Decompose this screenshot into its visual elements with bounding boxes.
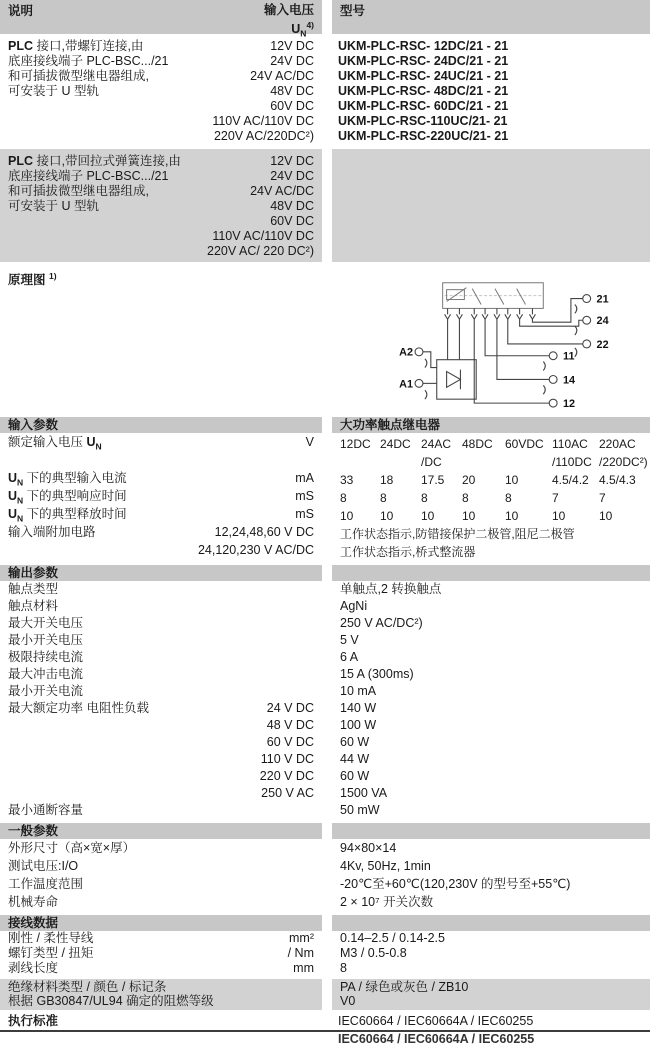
voltage-value: 110V AC/110V DC [212,114,314,128]
param-row [0,523,322,559]
value: 60 W [340,735,370,749]
relay-table-grid [340,435,648,525]
insulation-right [332,979,650,1010]
value: 94×80×14 [340,841,397,855]
cell: 7 [552,491,559,505]
param-row: 测试电压:I/O [8,859,79,873]
cell: 10 [462,509,476,523]
block2-right-empty [332,149,650,262]
cell: 8 [462,491,469,505]
param-label: 额定输入电压 $U_N$ [8,435,102,452]
terminal-label-24: 24 [596,315,609,328]
voltage-value: 48V DC [270,199,314,213]
param-row [0,505,322,523]
block2-description [8,154,203,259]
param-row: 机械寿命 [8,895,59,909]
param-unit: mm² [289,931,314,945]
cell: 10 [340,509,354,523]
col-header-line2: /110DC [552,455,592,469]
param-row [0,487,322,505]
model-number: UKM-PLC-RSC- 24UC/21 - 21 [338,69,509,83]
terminal-label-11: 11 [563,350,575,363]
cell: 7 [599,491,606,505]
cell: 8 [340,491,347,505]
desc-line: 可安装于 U 型轨 [8,84,99,98]
param-unit: / Nm [287,946,314,960]
value: 60 W [340,769,370,783]
schematic-container [332,265,650,413]
cell: 20 [462,473,476,487]
param-label: $U_N$ 下的典型响应时间 [8,489,127,506]
value: 100 W [340,718,377,732]
relay-table [332,417,650,561]
voltage-value: 48V DC [270,84,314,98]
col-header-line2 [380,453,421,471]
value: 50 mW [340,803,380,817]
cutoff-text: IEC60664 / IEC60664A / IEC60255 [338,1032,535,1046]
spacer-row [0,451,322,469]
param-row: 极限持续电流 [8,650,84,664]
model-number: UKM-PLC-RSC-220UC/21- 21 [338,129,509,143]
param-row [0,734,322,751]
section-insulation [0,979,650,1010]
param-label: $U_N$ 下的典型释放时间 [8,507,127,524]
column-gap [322,149,332,262]
cell: 10 [505,473,519,487]
param-row: 外形尺寸（高×宽×厚） [8,841,136,855]
cell: 10 [505,509,519,523]
value: -20℃至+60℃(120,230V 的型号至+55℃) [340,877,571,891]
section-wiring-data [0,915,650,976]
output-params-left [0,565,322,819]
standards-label: 执行标准 [8,1014,59,1028]
column-gap [322,0,332,34]
cell: 4.5/4.3 [599,473,636,487]
param-condition: 60 V DC [266,735,314,749]
column-gap [322,565,332,819]
insulation-left [0,979,322,1010]
general-params-left [0,823,322,911]
desc-line: PLC 接口,带螺钉连接,由 [8,39,144,53]
model-number: UKM-PLC-RSC- 12DC/21 - 21 [338,39,509,53]
param-row: 最小通断容量 [8,803,84,817]
value: PA / 绿色或灰色 / ZB10 [340,980,469,994]
section-title: 一般参数 [0,823,322,839]
param-row [0,785,322,802]
column-gap [322,823,332,911]
value: V0 [340,993,356,1008]
col-header-line2 [505,453,552,471]
header-left-band [0,0,322,39]
desc-header: 说明 [8,4,34,18]
block1-voltages [203,39,314,144]
col-header: 48DC [462,437,493,451]
param-unit: mm [293,961,314,975]
param-row: 最小开关电流 [8,684,84,698]
col-header-line2 [462,453,505,471]
voltage-value: 24V DC [270,169,314,183]
wiring-values [332,931,650,976]
value: 8 [340,961,347,975]
param-row: 工作温度范围 [8,877,84,891]
table-header-row [0,0,650,39]
voltage-value: 24V AC/DC [250,184,314,198]
cell: 10 [421,509,435,523]
col-header-line2: /DC [421,455,442,469]
param-row: 触点材料 [8,599,59,613]
model-number: UKM-PLC-RSC- 48DC/21 - 21 [338,84,509,98]
cell: 17.5 [421,473,445,487]
voltage-value: 220V AC/220DC²) [213,129,314,143]
value: 5 V [340,633,359,647]
param-row [0,469,322,487]
section-band-empty [332,565,650,581]
terminal-label-a1: A1 [399,378,414,391]
model-number: UKM-PLC-RSC-110UC/21- 21 [338,114,508,128]
param-unit: mA [295,471,314,485]
param-row: 触点类型 [8,582,59,596]
param-label: 输入端附加电路 [8,525,96,539]
voltage-value: 60V DC [270,99,314,113]
section-general-params [0,823,650,911]
value: M3 / 0.5-0.8 [340,946,407,960]
col-header: 110AC [552,437,588,451]
model-number: UKM-PLC-RSC- 24DC/21 - 21 [338,54,509,68]
desc-line: 和可插拔微型继电器组成, [8,69,149,83]
terminal-label-22: 22 [596,338,609,351]
cell: 10 [599,509,613,523]
cell: 8 [421,491,428,505]
value: 250 V AC/DC²) [340,616,423,630]
value: 15 A (300ms) [340,667,414,681]
section-input-params [0,417,650,561]
param-condition: 48 V DC [266,718,314,732]
param-row [0,768,322,785]
variant-block-screw [0,34,650,147]
desc-line: 底座接线端子 PLC-BSC.../21 [8,54,169,68]
section-standards [0,1013,650,1029]
voltage-value: 12V DC [270,39,314,53]
cell: 10 [552,509,566,523]
col-header: 60VDC [505,437,544,451]
desc-line: PLC 接口,带回拉式弹簧连接,由 [8,154,181,168]
param-condition: 110 V DC [260,752,314,766]
param-unit: mS [295,507,314,521]
relay-table-body [332,433,650,525]
terminal-label-21: 21 [596,293,609,306]
cell: 33 [340,473,354,487]
col-header-line2 [340,453,380,471]
param-row: 最大额定功率 电阻性负载 24 V DC [8,701,314,715]
terminal-label-a2: A2 [399,346,414,359]
column-gap [322,417,332,561]
schematic-label: 原理图 $^{1)}$ [8,271,57,288]
cell: 8 [505,491,512,505]
value: 10 mA [340,684,377,698]
model-number: UKM-PLC-RSC- 60DC/21 - 21 [338,99,509,113]
column-gap [322,265,332,413]
general-values [332,839,650,911]
section-title: 输入参数 [0,417,322,433]
col-header-line2: /220DC²) [599,455,648,469]
param-row [0,433,322,451]
block2-left [0,149,322,262]
param-label: 绝缘材料类型 / 颜色 / 标记条 [8,980,167,994]
col-header: 220AC [599,437,636,451]
voltage-value: 24V AC/DC [250,69,314,83]
col-header: 12DC [340,437,371,451]
value: 1500 VA [340,786,388,800]
general-params-right [332,823,650,911]
param-row: 最大开关电压 [8,616,84,630]
col-header: 24AC [421,437,452,451]
voltage-value: 60V DC [270,214,314,228]
voltage-value: 24V DC [270,54,314,68]
value: 0.14–2.5 / 0.14-2.5 [340,931,445,945]
param-unit: mS [295,489,314,503]
relay-note: 工作状态指示,桥式整流器 [340,545,476,559]
param-label: 根据 GB30847/UL94 确定的阻燃等级 [8,993,214,1008]
desc-line: 底座接线端子 PLC-BSC.../21 [8,169,169,183]
param-condition: 24 V DC [266,701,314,715]
desc-line: 可安装于 U 型轨 [8,199,99,213]
input-voltage-header: 输入电压 $U_N^{4)}$ [263,3,314,39]
section-band-empty [332,823,650,839]
cell: 4.5/4.2 [552,473,589,487]
header-right-band [332,0,650,34]
schematic-diagram [332,265,650,411]
col-header: 24DC [380,437,411,451]
variant-block-spring [0,149,650,262]
param-row: 最小开关电压 [8,633,84,647]
param-row: 最大冲击电流 [8,667,84,681]
param-condition: 220 V DC [259,769,314,783]
value: AgNi [340,599,368,613]
param-row: 刚性 / 柔性导线 mm² [8,931,314,945]
cell: 18 [380,473,394,487]
output-values [332,581,650,819]
param-row [0,751,322,768]
relay-note: 工作状态指示,防错接保护二极管,阻尼二极管 [340,527,575,541]
param-row: 剥线长度 mm [8,961,314,975]
voltage-value: 12V DC [270,154,314,168]
cutoff-row [0,1032,650,1046]
value: 140 W [340,701,377,715]
section-title: 输出参数 [0,565,322,581]
model-list [332,34,650,147]
param-row [0,717,322,734]
voltage-value: 110V AC/110V DC [212,229,314,243]
section-output-params [0,565,650,819]
param-unit: V [305,435,314,449]
desc-line: 和可插拔微型继电器组成, [8,184,149,198]
section-title: 大功率触点继电器 [332,417,650,433]
value: 单触点,2 转换触点 [340,582,442,596]
value: 6 A [340,650,359,664]
voltage-value: 220V AC/ 220 DC²) [207,244,314,258]
wiring-right [332,915,650,976]
input-params-left [0,417,322,561]
column-gap [322,979,332,1010]
section-title: 接线数据 [0,915,322,931]
terminal-label-12: 12 [563,398,576,411]
param-condition: 250 V AC [261,786,314,800]
column-gap [322,34,332,147]
column-gap [322,1013,332,1029]
wiring-left [0,915,322,976]
block2-voltages [203,154,314,259]
column-gap [322,915,332,976]
value: 2 × 10⁷ 开关次数 [340,895,434,909]
param-label: $U_N$ 下的典型输入电流 [8,471,127,488]
model-header: 型号 [340,4,366,18]
cell: 10 [380,509,394,523]
standards-value: IEC60664 / IEC60664A / IEC60255 [338,1014,534,1028]
schematic-row [0,265,650,413]
param-row: 螺钉类型 / 扭矩 / Nm [8,946,314,960]
block1-description [8,39,203,144]
value: 4Kv, 50Hz, 1min [340,859,431,873]
param-values: 12,24,48,60 V DC 24,120,230 V AC/DC [197,525,314,557]
block1-left [0,34,322,147]
output-params-right [332,565,650,819]
terminal-label-14: 14 [563,374,576,387]
section-band-empty [332,915,650,931]
value: 44 W [340,752,370,766]
cell: 8 [380,491,387,505]
